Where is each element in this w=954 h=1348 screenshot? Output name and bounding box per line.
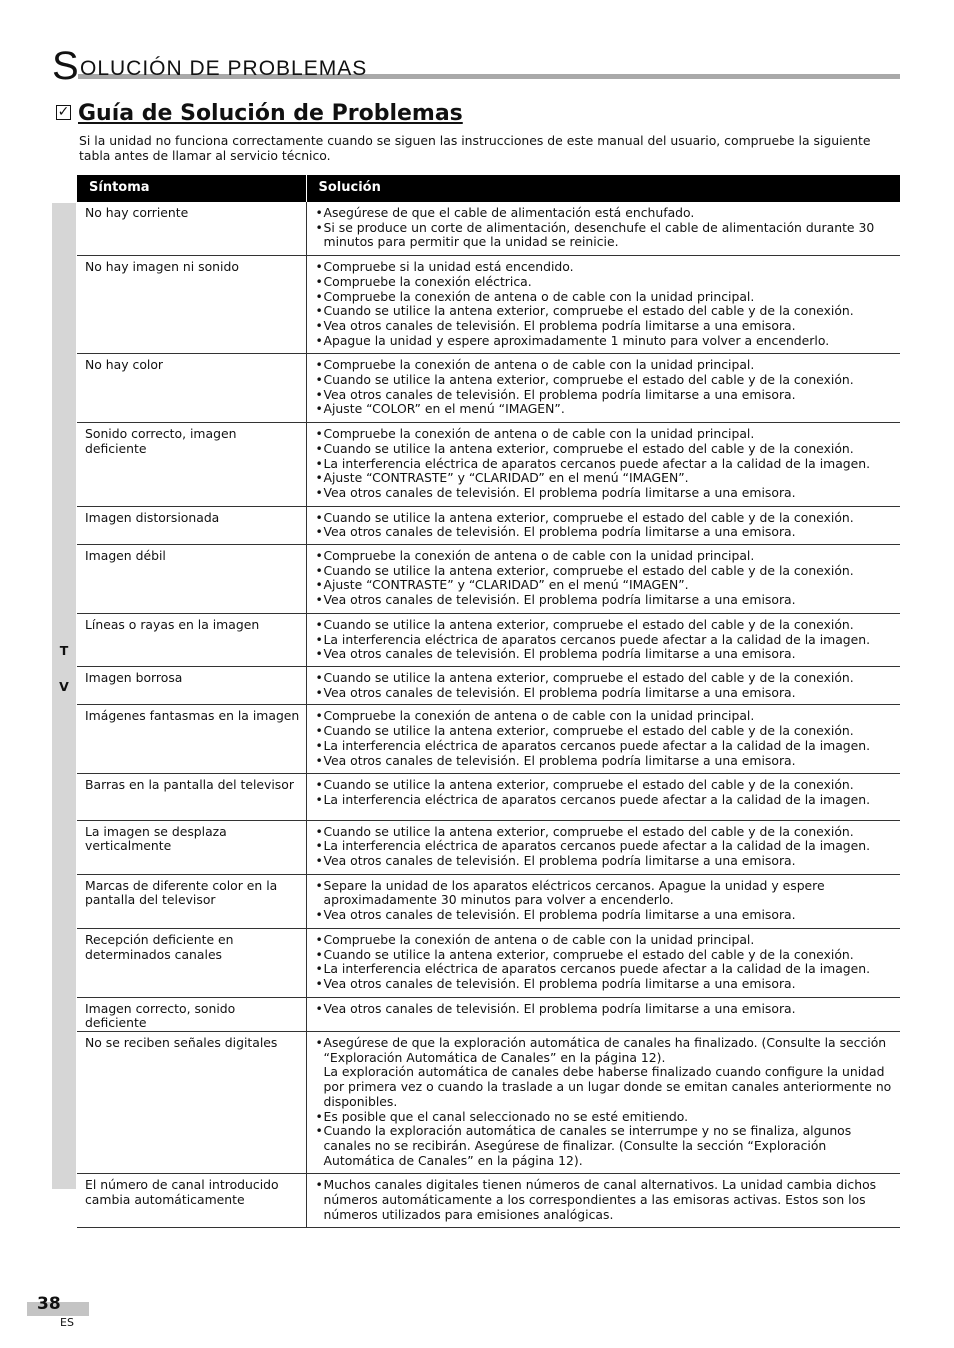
solution-item: • Cuando se utilice la antena exterior, compruebe el estado del cable y de la conexión. [316,442,895,457]
table-row [77,666,900,704]
table-row [77,256,900,354]
solution-item: • Vea otros canales de televisión. El problema podría limitarse a una emisora. [316,686,895,701]
solution-list [316,427,895,501]
language-code: ES [60,1316,74,1329]
page-number: 38 [37,1294,61,1314]
header-title: OLUCIÓN DE PROBLEMAS [80,57,368,80]
solution-item: • La interferencia eléctrica de aparatos cercanos puede afectar a la calidad de la imagen. [316,457,895,472]
solution-item: • La interferencia eléctrica de aparatos cercanos puede afectar a la calidad de la imagen. [316,962,895,977]
solution-item: • Compruebe si la unidad está encendido. [316,260,895,275]
symptom-cell: Líneas o rayas en la imagen [77,613,306,666]
symptom-cell: Sonido correcto, imagen deficiente [77,423,306,507]
solution-item: • Asegúrese de que la exploración automática de canales ha finalizado. (Consulte la sección “Exploración Automática de Canales” en la página 12). La exploración automática de canales debe haberse finalizado cuando configure la unidad por primera vez o cuando la traslade a un lugar donde se emitan canales anteriormente no disponibles. [316,1036,895,1110]
table-row [77,423,900,507]
symptom-cell: El número de canal introducido cambia automáticamente [77,1174,306,1228]
solution-item: • Compruebe la conexión de antena o de cable con la unidad principal. [316,933,895,948]
table-row [77,354,900,423]
solution-list [316,549,895,608]
solution-list [316,778,895,807]
solution-list [316,206,895,250]
solution-item: • La interferencia eléctrica de aparatos cercanos puede afectar a la calidad de la imagen. [316,739,895,754]
solution-list [316,618,895,662]
solution-list [316,358,895,417]
symptom-cell: No hay imagen ni sonido [77,256,306,354]
solution-cell [306,545,900,614]
tv-side-label [52,203,76,1189]
solution-item: • Vea otros canales de televisión. El problema podría limitarse a una emisora. [316,388,895,403]
solution-cell [306,666,900,704]
solution-item: • Separe la unidad de los aparatos eléctricos cercanos. Apague la unidad y espere aproximadamente 30 minutos para volver a encenderlo. [316,879,895,908]
page-header [52,46,900,86]
solution-cell [306,705,900,774]
solution-cell [306,874,900,928]
solution-cell [306,997,900,1031]
table-row [77,997,900,1031]
table-row [77,613,900,666]
solution-item: • Compruebe la conexión eléctrica. [316,275,895,290]
troubleshooting-table [77,175,900,1228]
solution-list [316,1178,895,1222]
solution-item: • Cuando se utilice la antena exterior, compruebe el estado del cable y de la conexión. [316,778,895,793]
solution-cell [306,354,900,423]
solution-item: • Vea otros canales de televisión. El problema podría limitarse a una emisora. [316,647,895,662]
section-heading [56,100,916,130]
solution-item: • Cuando la exploración automática de canales se interrumpe y no se finaliza, algunos canales no se recibirán. Asegúrese de finalizar. (Consulte la sección “Exploración Automática de Canales” en la página 12). [316,1124,895,1168]
solution-item: • Compruebe la conexión de antena o de cable con la unidad principal. [316,358,895,373]
symptom-cell: Imagen borrosa [77,666,306,704]
solution-item: • Vea otros canales de televisión. El problema podría limitarse a una emisora. [316,1002,895,1017]
solution-cell [306,613,900,666]
solution-item: • La interferencia eléctrica de aparatos cercanos puede afectar a la calidad de la imagen. [316,839,895,854]
symptom-cell: No se reciben señales digitales [77,1032,306,1174]
table-row [77,820,900,874]
solution-item: • Cuando se utilice la antena exterior, compruebe el estado del cable y de la conexión. [316,671,895,686]
solution-item: • Asegúrese de que el cable de alimentación está enchufado. [316,206,895,221]
solution-item: • Compruebe la conexión de antena o de cable con la unidad principal. [316,427,895,442]
symptom-cell: Imagen débil [77,545,306,614]
solution-item: • Si se produce un corte de alimentación, desenchufe el cable de alimentación durante 30 minutos para permitir que la unidad se reinicie. [316,221,895,250]
solution-cell [306,506,900,544]
solution-item: • Vea otros canales de televisión. El problema podría limitarse a una emisora. [316,854,895,869]
solution-item: • Vea otros canales de televisión. El problema podría limitarse a una emisora. [316,319,895,334]
header-initial: S [52,44,79,88]
table-header-row [77,175,900,202]
symptom-cell: Barras en la pantalla del televisor [77,774,306,820]
solution-item: • Vea otros canales de televisión. El problema podría limitarse a una emisora. [316,908,895,923]
solution-item: • Ajuste “CONTRASTE” y “CLARIDAD” en el menú “IMAGEN”. [316,578,895,593]
table-row [77,506,900,544]
solution-item: • Cuando se utilice la antena exterior, compruebe el estado del cable y de la conexión. [316,724,895,739]
solution-list [316,933,895,992]
solution-list [316,879,895,923]
solution-item: • Muchos canales digitales tienen números de canal alternativos. La unidad cambia dichos números automáticamente a los correspondientes a las emisoras activas. Estos son los números utilizados para emisiones analógicas. [316,1178,895,1222]
solution-item: • La interferencia eléctrica de aparatos cercanos puede afectar a la calidad de la imagen. [316,633,895,648]
table-row [77,774,900,820]
table-row [77,1032,900,1174]
symptom-cell: No hay color [77,354,306,423]
header-symptom: Síntoma [77,175,306,202]
solution-item: • Cuando se utilice la antena exterior, compruebe el estado del cable y de la conexión. [316,373,895,388]
symptom-cell: La imagen se desplaza verticalmente [77,820,306,874]
solution-list [316,709,895,768]
checkbox-icon: ✓ [57,104,70,120]
solution-item: • La interferencia eléctrica de aparatos cercanos puede afectar a la calidad de la imagen. [316,793,895,808]
symptom-cell: Marcas de diferente color en la pantalla del televisor [77,874,306,928]
solution-item: • Es posible que el canal seleccionado no se esté emitiendo. [316,1110,895,1125]
solution-item: • Cuando se utilice la antena exterior, compruebe el estado del cable y de la conexión. [316,948,895,963]
solution-item: • Ajuste “COLOR” en el menú “IMAGEN”. [316,402,895,417]
symptom-cell: Imagen correcto, sonido deficiente [77,997,306,1031]
solution-item: • Cuando se utilice la antena exterior, compruebe el estado del cable y de la conexión. [316,511,895,526]
header-solution: Solución [306,175,900,202]
intro-text: Si la unidad no funciona correctamente cuando se siguen las instrucciones de este manual del usuario, compruebe la siguiente tabla antes de llamar al servicio técnico. [79,133,871,163]
solution-item: • Vea otros canales de televisión. El problema podría limitarse a una emisora. [316,977,895,992]
solution-list [316,671,895,700]
solution-item: • Cuando se utilice la antena exterior, compruebe el estado del cable y de la conexión. [316,304,895,319]
solution-item: • Compruebe la conexión de antena o de cable con la unidad principal. [316,709,895,724]
solution-cell [306,928,900,997]
table-row [77,545,900,614]
table-row [77,928,900,997]
solution-cell [306,256,900,354]
solution-list [316,260,895,348]
symptom-cell: No hay corriente [77,202,306,256]
solution-item: • Apague la unidad y espere aproximadamente 1 minuto para volver a encenderlo. [316,334,895,349]
symptom-cell: Imágenes fantasmas en la imagen [77,705,306,774]
solution-cell [306,202,900,256]
solution-list [316,511,895,540]
solution-item: • Cuando se utilice la antena exterior, compruebe el estado del cable y de la conexión. [316,825,895,840]
symptom-cell: Imagen distorsionada [77,506,306,544]
side-letter-t: T [59,643,69,658]
solution-list [316,1002,895,1017]
solution-item: • Vea otros canales de televisión. El problema podría limitarse a una emisora. [316,593,895,608]
solution-item: • Cuando se utilice la antena exterior, compruebe el estado del cable y de la conexión. [316,618,895,633]
table-row [77,202,900,256]
solution-list [316,1036,895,1168]
solution-cell [306,820,900,874]
solution-item: • Vea otros canales de televisión. El problema podría limitarse a una emisora. [316,754,895,769]
solution-cell [306,1032,900,1174]
solution-item: • Compruebe la conexión de antena o de cable con la unidad principal. [316,549,895,564]
solution-item: • Vea otros canales de televisión. El problema podría limitarse a una emisora. [316,486,895,501]
solution-cell [306,423,900,507]
table-body [77,202,900,1228]
solution-item: • Ajuste “CONTRASTE” y “CLARIDAD” en el menú “IMAGEN”. [316,471,895,486]
solution-item: • Cuando se utilice la antena exterior, compruebe el estado del cable y de la conexión. [316,564,895,579]
solution-item: • Compruebe la conexión de antena o de cable con la unidad principal. [316,290,895,305]
section-title: Guía de Solución de Problemas [78,101,463,126]
table-row [77,705,900,774]
solution-item: • Vea otros canales de televisión. El problema podría limitarse a una emisora. [316,525,895,540]
side-letter-v: V [59,679,69,694]
solution-cell [306,1174,900,1228]
symptom-cell: Recepción deficiente en determinados canales [77,928,306,997]
table-row [77,874,900,928]
solution-list [316,825,895,869]
table-row [77,1174,900,1228]
solution-cell [306,774,900,820]
